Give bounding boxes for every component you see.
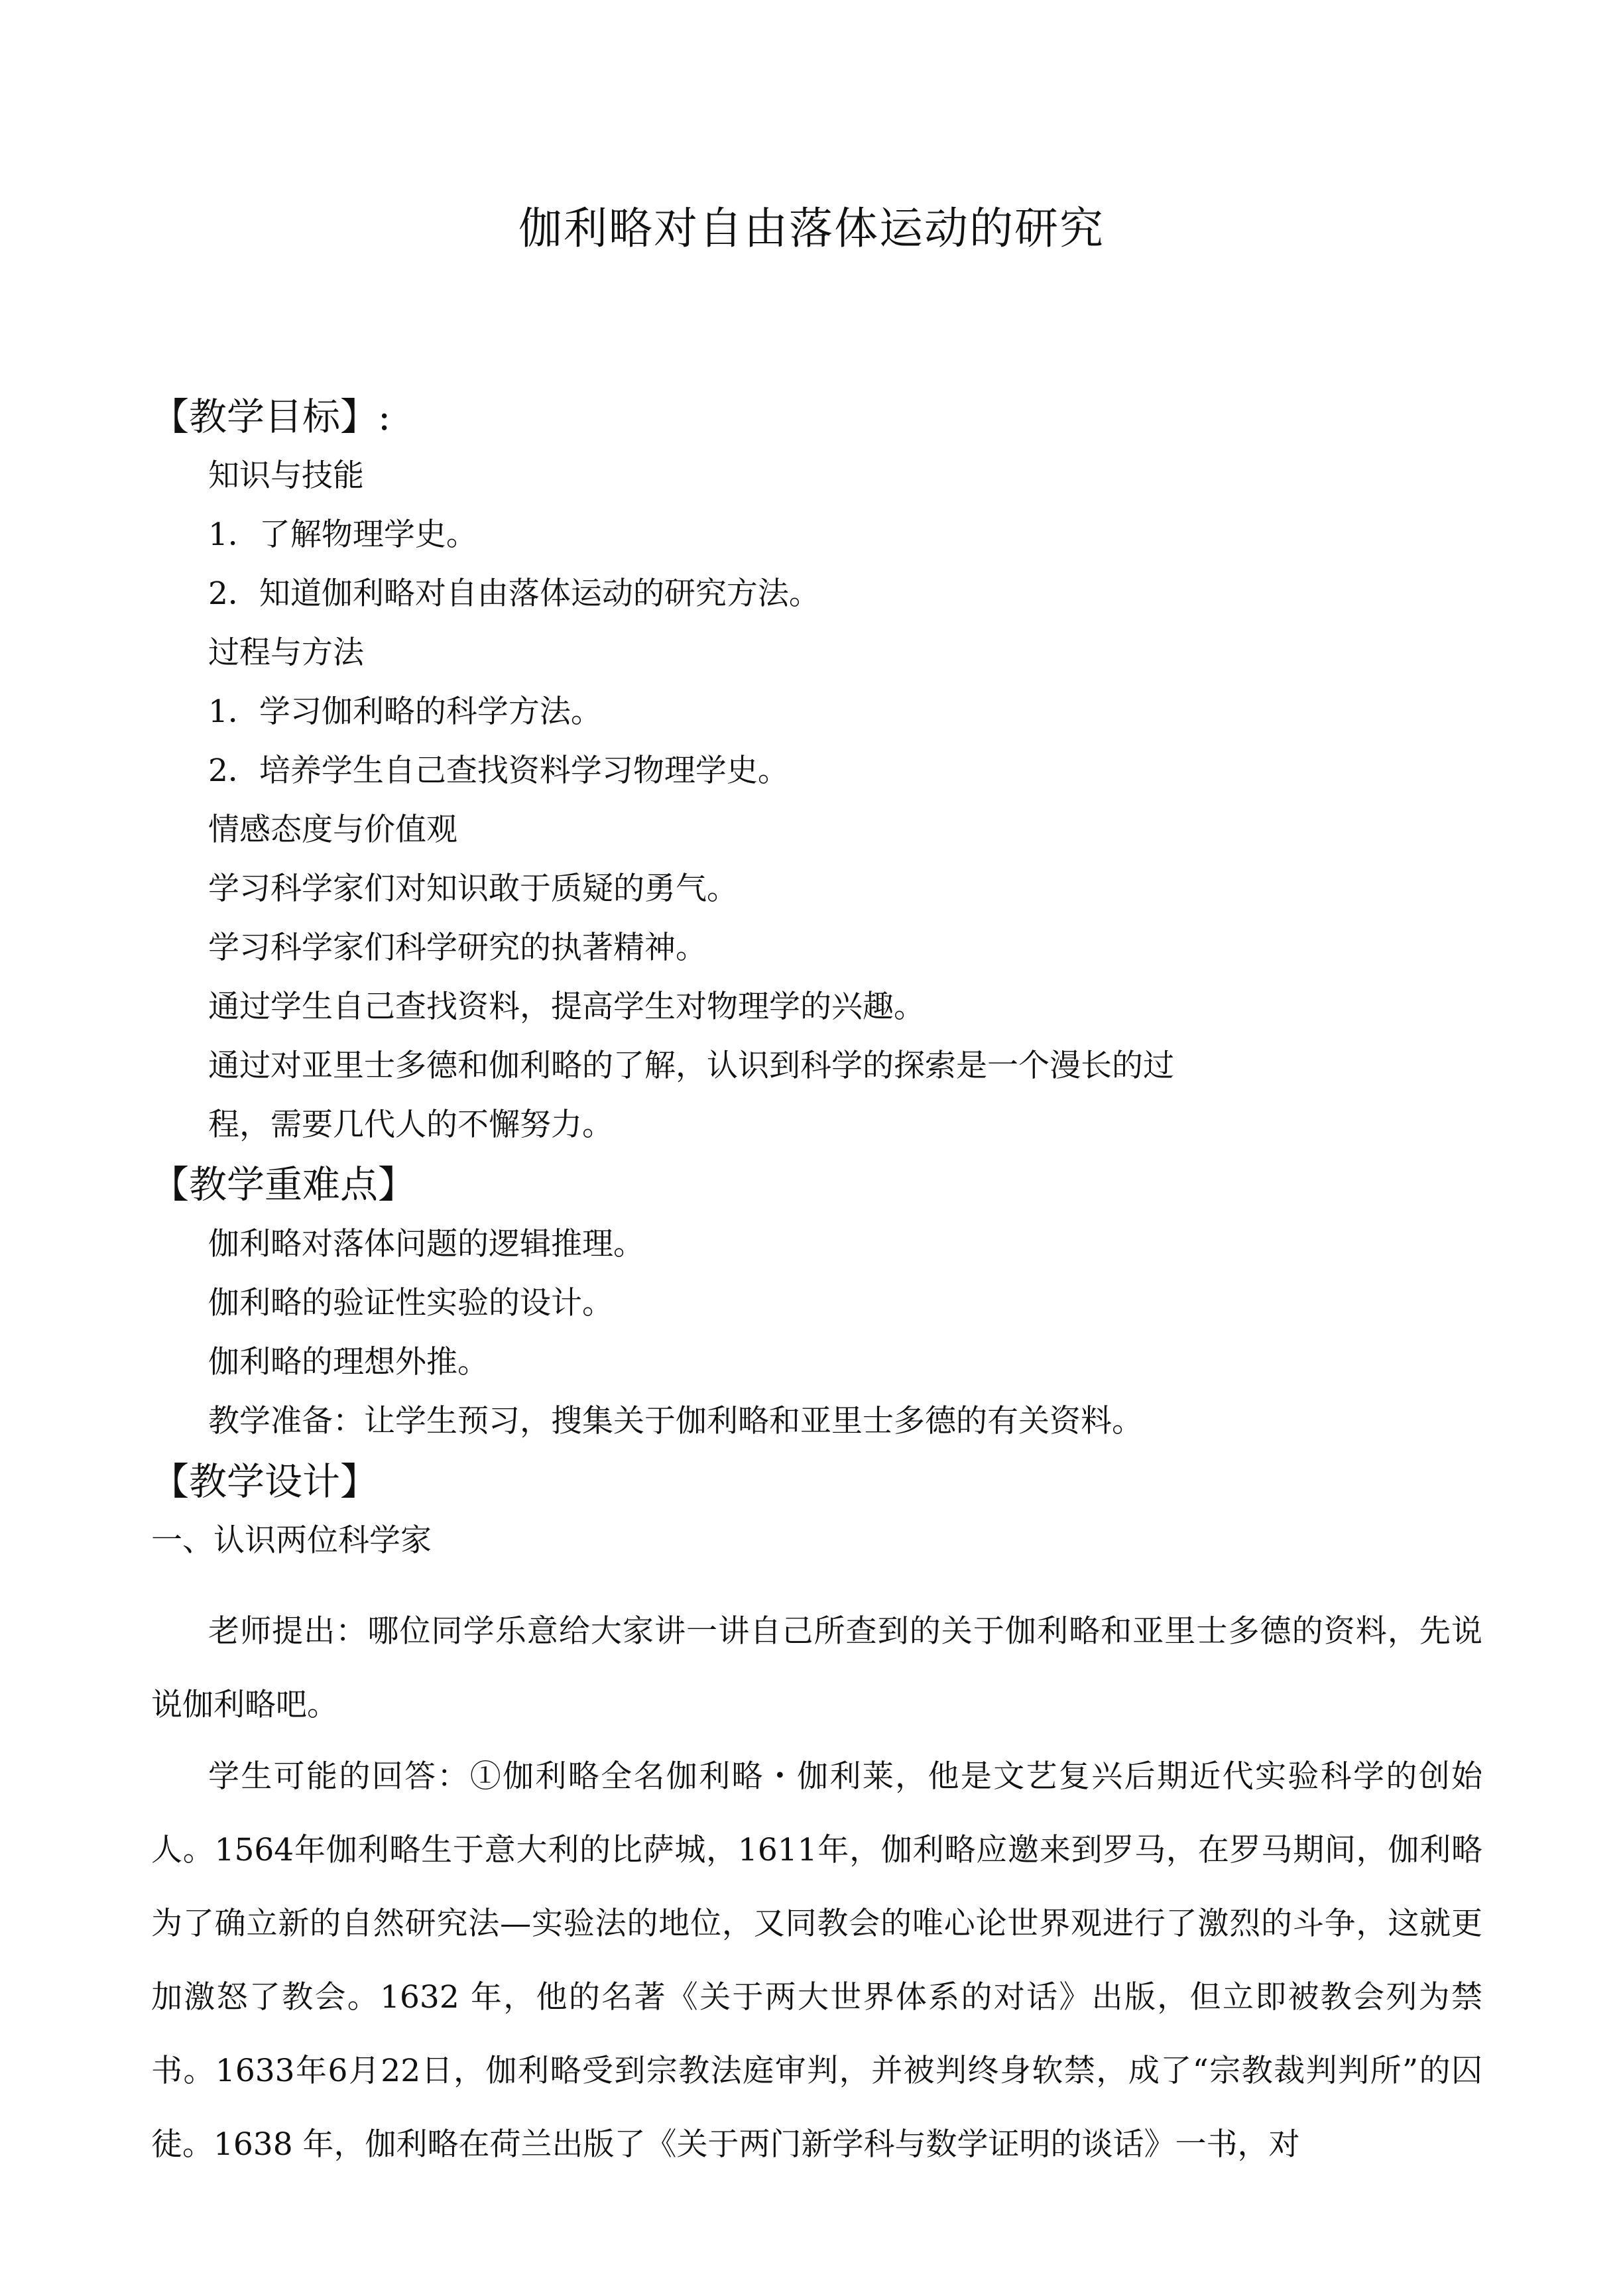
key-point-item: 伽利略的理想外推。 bbox=[208, 1344, 489, 1380]
emotion-item: 通过学生自己查找资料，提高学生对物理学的兴趣。 bbox=[208, 989, 925, 1025]
key-point-item: 伽利略对落体问题的逻辑推理。 bbox=[208, 1226, 644, 1262]
emotion-values-title: 情感态度与价值观 bbox=[208, 812, 457, 848]
emotion-item: 程，需要几代人的不懈努力。 bbox=[208, 1107, 613, 1143]
emotion-item: 学习科学家们科学研究的执著精神。 bbox=[208, 930, 707, 966]
knowledge-item: 2．知道伽利略对自由落体运动的研究方法。 bbox=[208, 575, 820, 612]
key-point-item: 伽利略的验证性实验的设计。 bbox=[208, 1285, 613, 1321]
knowledge-skills-title: 知识与技能 bbox=[208, 457, 364, 494]
section-title: 一、认识两位科学家 bbox=[151, 1522, 432, 1559]
knowledge-item: 1．了解物理学史。 bbox=[208, 516, 477, 553]
teaching-preparation: 教学准备：让学生预习，搜集关于伽利略和亚里士多德的有关资料。 bbox=[208, 1403, 1143, 1439]
process-methods-title: 过程与方法 bbox=[208, 634, 364, 671]
emotion-item: 通过对亚里士多德和伽利略的了解，认识到科学的探索是一个漫长的过 bbox=[208, 1048, 1174, 1084]
process-item: 2．培养学生自己查找资料学习物理学史。 bbox=[208, 753, 789, 789]
teaching-design-heading: 【教学设计】 bbox=[151, 1460, 378, 1504]
process-item: 1．学习伽利略的科学方法。 bbox=[208, 694, 602, 730]
objectives-heading: 【教学目标】: bbox=[151, 395, 391, 439]
page-title: 伽利略对自由落体运动的研究 bbox=[518, 203, 1105, 254]
emotion-item: 学习科学家们对知识敢于质疑的勇气。 bbox=[208, 871, 738, 907]
paragraph-teacher-question: 老师提出：哪位同学乐意给大家讲一讲自己所查到的关于伽利略和亚里士多德的资料，先说说伽利略吧。 bbox=[151, 1613, 1482, 1723]
key-points-heading: 【教学重难点】 bbox=[151, 1163, 416, 1207]
paragraph-student-answer: 学生可能的回答：①伽利略全名伽利略・伽利莱，他是文艺复兴后期近代实验科学的创始人。1564年伽利略生于意大利的比萨城，1611年，伽利略应邀来到罗马，在罗马期间，伽利略为了确立新的自然研究法—实验法的地位，又同教会的唯心论世界观进行了激烈的斗争，这就更加激怒了教会。1632 年，他的名著《关于两大世界体系的对话》出版，但立即被教会列为禁书。1633年6月22日，伽利略受到宗教法庭审判，并被判终身软禁，成了“宗教裁判判所”的囚徒。1638 年，伽利略在荷兰出版了《关于两门新学科与数学证明的谈话》一书，对 bbox=[151, 1758, 1482, 2163]
